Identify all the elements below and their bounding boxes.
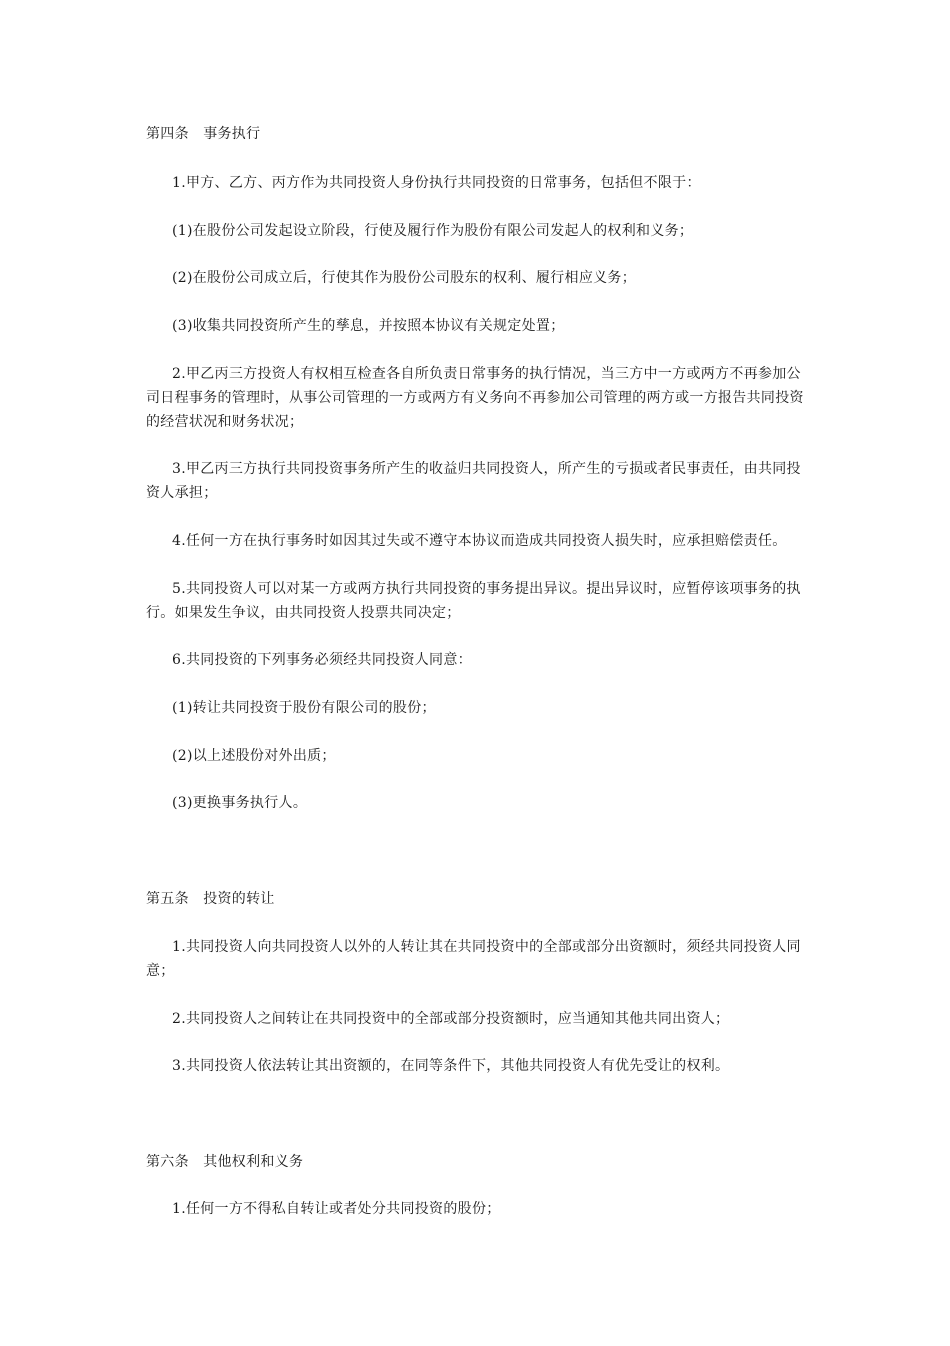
paragraph-line: (1)转让共同投资于股份有限公司的股份； [172,700,436,716]
paragraph-line: 2.共同投资人之间转让在共同投资中的全部或部分投资额时，应当通知其他共同出资人； [172,1011,730,1027]
section-heading: 第四条 事务执行 [146,126,261,142]
paragraph-line: (1)在股份公司发起设立阶段，行使及履行作为股份有限公司发起人的权利和义务； [172,223,694,239]
paragraph-line: (2)在股份公司成立后，行使其作为股份公司股东的权利、履行相应义务； [172,270,637,286]
paragraph-line: 的经营状况和财务状况； [146,414,304,430]
paragraph-line: (3)收集共同投资所产生的孳息，并按照本协议有关规定处置； [172,318,565,334]
paragraph-line: 行。如果发生争议，由共同投资人投票共同决定； [146,605,461,621]
paragraph-line: (3)更换事务执行人。 [172,795,308,811]
paragraph-line: 意； [146,963,175,979]
paragraph-line: 2.甲乙丙三方投资人有权相互检查各自所负责日常事务的执行情况，当三方中一方或两方不再参加公 [172,366,801,382]
paragraph-line: 3.甲乙丙三方执行共同投资事务所产生的收益归共同投资人，所产生的亏损或者民事责任，由共同投 [172,461,801,477]
paragraph-line: 6.共同投资的下列事务必须经共同投资人同意： [172,652,472,668]
paragraph-line: (2)以上述股份对外出质； [172,748,336,764]
paragraph-line: 资人承担； [146,485,218,501]
paragraph-line: 5.共同投资人可以对某一方或两方执行共同投资的事务提出异议。提出异议时，应暂停该项事务的执 [172,581,801,597]
section-heading: 第六条 其他权利和义务 [146,1154,304,1170]
paragraph-line: 司日程事务的管理时，从事公司管理的一方或两方有义务向不再参加公司管理的两方或一方报告共同投资 [146,390,804,406]
paragraph-line: 4.任何一方在执行事务时如因其过失或不遵守本协议而造成共同投资人损失时，应承担赔偿责任。 [172,533,787,549]
paragraph-line: 3.共同投资人依法转让其出资额的，在同等条件下，其他共同投资人有优先受让的权利。 [172,1058,730,1074]
paragraph-line: 1.甲方、乙方、丙方作为共同投资人身份执行共同投资的日常事务，包括但不限于： [172,175,701,191]
paragraph-line: 1.共同投资人向共同投资人以外的人转让其在共同投资中的全部或部分出资额时，须经共同投资人同 [172,939,801,955]
section-heading: 第五条 投资的转让 [146,891,275,907]
paragraph-line: 1.任何一方不得私自转让或者处分共同投资的股份； [172,1201,501,1217]
